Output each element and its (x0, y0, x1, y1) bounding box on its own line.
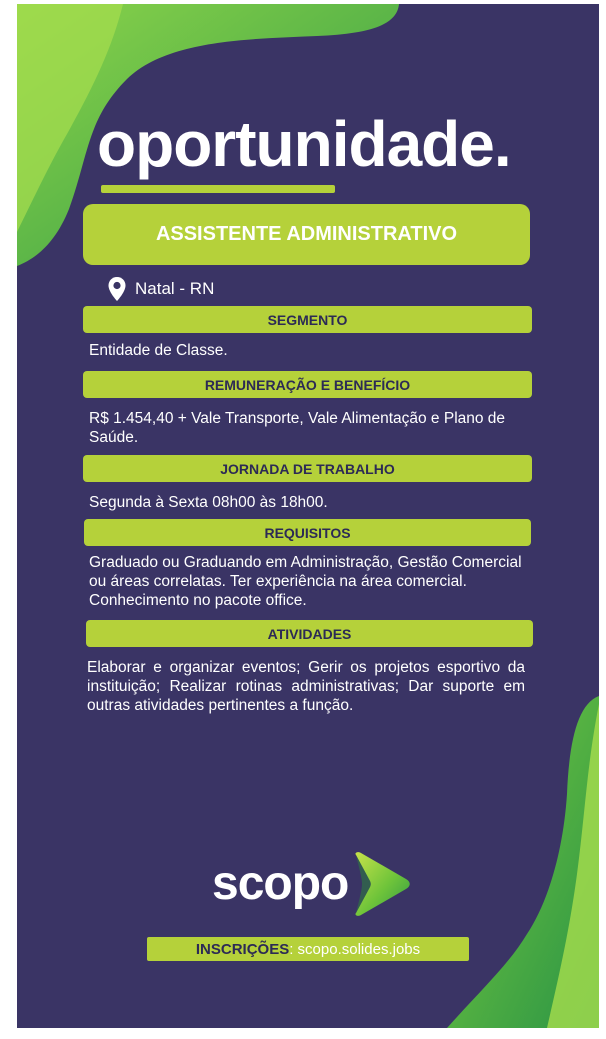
inscricoes-label: INSCRIÇÕES (195, 940, 290, 958)
section-title-jornada: JORNADA DE TRABALHO (83, 455, 532, 482)
section-title-remuneracao: REMUNERAÇÃO E BENEFÍCIO (83, 371, 532, 398)
section-text-requisitos: Graduado ou Graduando em Administração, Gestão Comercial ou áreas correlatas. Ter experiência na área comercial. Conhecimento no pacote office. (89, 554, 522, 609)
job-poster (17, 4, 599, 1028)
headline: oportunidade. (97, 108, 511, 180)
scopo-logo (212, 849, 412, 919)
location-text: Natal - RN (135, 279, 215, 298)
section-text-remuneracao: R$ 1.454,40 + Vale Transporte, Vale Alimentação e Plano de Saúde. (89, 410, 506, 446)
section-text-jornada: Segunda à Sexta 08h00 às 18h00. (89, 494, 328, 511)
section-title-atividades: ATIVIDADES (86, 620, 533, 647)
section-title-requisitos: REQUISITOS (84, 519, 531, 546)
job-title: ASSISTENTE ADMINISTRATIVO (155, 223, 458, 245)
location-row (107, 274, 214, 304)
inscricoes-url[interactable]: : scopo.solides.jobs (289, 940, 421, 958)
scopo-arrow-logo-icon (350, 851, 412, 917)
section-text-segmento: Entidade de Classe. (89, 342, 228, 359)
job-title-box (83, 204, 530, 265)
headline-underline (101, 185, 335, 193)
inscricoes-banner (147, 937, 469, 961)
logo-text: scopo (212, 857, 349, 910)
section-title-segmento: SEGMENTO (83, 306, 532, 333)
map-pin-icon (107, 276, 127, 302)
section-text-atividades: Elaborar e organizar eventos; Gerir os projetos esportivo da instituição; Realizar rotinas administrativas; Dar suporte em outras atividades pertinentes a função. (87, 659, 525, 714)
